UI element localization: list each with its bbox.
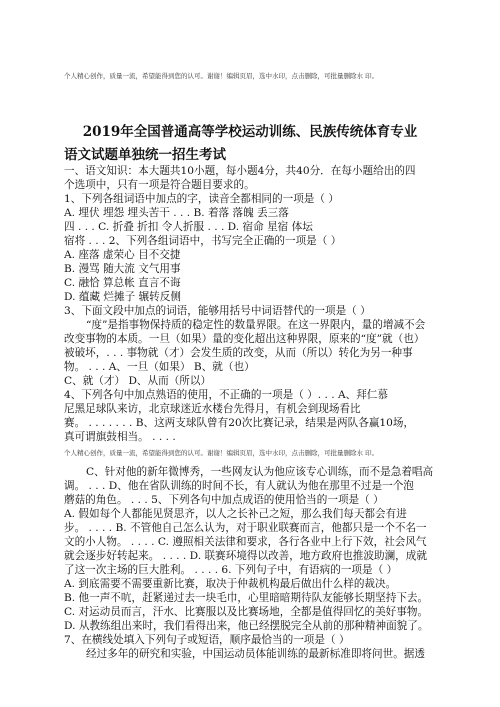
text-line: 一、语文知识：本大题共10小题，每小题4分，共40分．在每小题给出的四 [64, 165, 416, 177]
text-line: 物。 . . . A、一旦（如果） B、就（也） [64, 361, 255, 373]
text-line: 调。 . . . D、他在省队训练的时间不长，有人就认为他在那里不过是一个泡 [64, 480, 414, 492]
question-3: 3、下面文段中加点的词语，能够用括号中词语替代的一项是（ ） [64, 305, 371, 317]
text-line: 真可谓旗鼓相当。 . . . . [64, 431, 176, 443]
option-line: D. 蕴藏 烂摊子 辗转反侧 [64, 291, 181, 303]
text-line: 个选项中，只有一项是符合题目要求的。 [64, 179, 255, 191]
text-line: A. 假如每个人都能见贤思齐，以人之长补己之短，那么我们每天都会有进 [64, 508, 407, 520]
option-line: A. 到底需要不需要重新比赛，取决于仲裁机构最后做出什么样的裁决。 [64, 578, 397, 590]
exam-subtitle: 语文试题单独统一招生考试 [64, 147, 226, 163]
question-4: 4、下列各句中加点熟语的使用，不正确的一项是（ ）. . . A、拜仁慕 [64, 389, 388, 401]
option-line: B. 漫骂 随大流 文气用事 [64, 263, 181, 275]
option-line: C、就（才） D、从而（所以） [64, 375, 212, 387]
question-1: 1、下列各组词语中加点的字，读音全都相同的一项是（ ） [64, 193, 339, 205]
footer-watermark-note: 个人精心创作，质量一流，希望能得到您的认可。谢谢！编辑页眉，选中水印，点击删除，可批量删除水 印。 [64, 449, 379, 457]
text-line: 尼黑足球队来访，北京球迷近水楼台先得月，有机会到现场看比 [64, 403, 361, 415]
text-line: 被破坏，. . . 事物就（才）会发生质的改变，从而（所以）转化为另一种事 [64, 347, 413, 359]
text-line: 步。 . . . . B. 不管他自己怎么认为，对于职业联赛而言，他都只是一个不名一 [64, 522, 427, 534]
text-line: “度”是指事物保持质的稳定性的数量界限。在这一界限内，量的增减不会 [86, 319, 426, 331]
exam-title: 2019年全国普通高等学校运动训练、民族传统体育专业 [82, 124, 418, 140]
question-5: 蘑菇的角色。 . . . 5、下列各句中加点成语的使用恰当的一项是（ ） [64, 494, 384, 506]
text-line: 改变事物的本质。一旦（如果）量的变化超出这种界限，原来的“度”就（也） [64, 333, 425, 345]
option-line: C. 对运动员而言，汗水、比赛服以及比赛场地，全都是值得回忆的美好事物。 [64, 606, 429, 618]
question-6: 了这一次主场的巨大胜利。 . . . . 6. 下列句子中，有语病的一项是（ ） [64, 564, 398, 576]
question-7: 7、在横线处填入下列句子或短语，顺序最恰当的一项是（ ） [64, 634, 350, 646]
text-line: 经过多年的研究和实验，中国运动员体能训练的最新标准即将问世。据透 [86, 648, 425, 660]
question-2: 宿将 . . . 2、下列各组词语中，书写完全正确的一项是（ ） [64, 235, 342, 247]
option-line: B. 他一声不吭，赶紧递过去一块毛巾，心里暗暗期待队友能够长期坚持下去。 [64, 592, 429, 604]
option-line: D. 从教练组出来时，我们看得出来，他已经摆脱完全从前的那种精神面貌了。 [64, 620, 429, 632]
header-watermark-note: 个人精心创作，质量一流，希望能得到您的认可。谢谢！编辑页眉，选中水印，点击删除，可批量删除水 印。 [64, 72, 379, 80]
text-line: C、针对他的新年微博秀，一些网友认为他应该专心训练，而不是急着唱高 [86, 466, 434, 478]
text-line: A. 埋伏 埋怨 埋头苦干 . . . B. 着落 落魄 丢三落 [64, 207, 289, 219]
text-line: 四 . . . C. 折叠 折扣 令人折服 . . . D. 宿命 星宿 体坛 [64, 221, 313, 233]
option-line: A. 座落 虚荣心 目不交捷 [64, 249, 181, 261]
text-line: 文的小人物。 . . . . C. 遵照相关法律和要求，各行各业中上行下效，社会风气 [64, 536, 427, 548]
text-line: 赛。 . . . . . . . B、这两支球队曾有20次比赛记录，结果是两队各赢10场， [64, 417, 415, 429]
option-line: C. 融恰 算总帐 直言不诲 [64, 277, 181, 289]
text-line: 就会逐步好转起来。 . . . . D. 联赛环境得以改善，地方政府也推波助澜，成就 [64, 550, 427, 562]
